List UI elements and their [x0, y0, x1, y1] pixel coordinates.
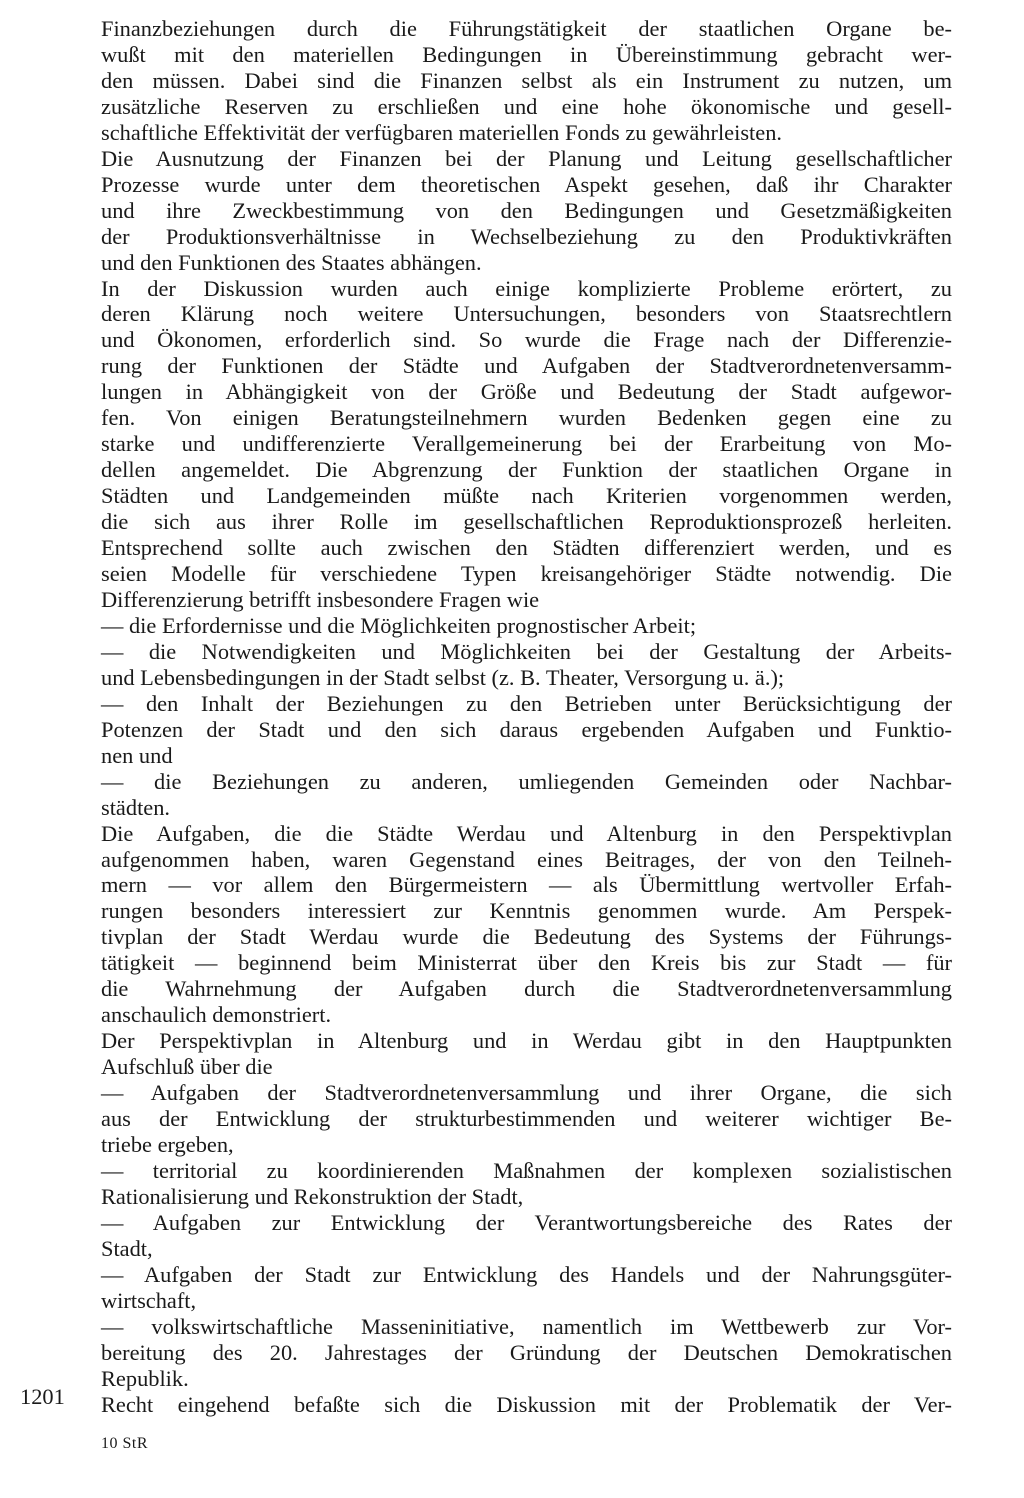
- text-line: der Produktionsverhältnisse in Wechselbeziehung zu den Produktivkräften: [101, 223, 952, 249]
- text-line: — volkswirtschaftliche Masseninitiative, namentlich im Wettbewerb zur Vor-: [101, 1313, 952, 1339]
- text-line: — territorial zu koordinierenden Maßnahmen der komplexen sozialistischen: [101, 1157, 952, 1183]
- text-line: — die Beziehungen zu anderen, umliegenden Gemeinden oder Nachbar-: [101, 768, 952, 794]
- text-line: mern — vor allem den Bürgermeistern — als Übermittlung wertvoller Erfah-: [101, 872, 952, 898]
- text-line: und den Funktionen des Staates abhängen.: [101, 249, 482, 275]
- text-line: aufgenommen haben, waren Gegenstand eines Beitrages, der von den Teilneh-: [101, 846, 952, 872]
- text-line: Die Ausnutzung der Finanzen bei der Planung und Leitung gesellschaftlicher: [101, 145, 952, 171]
- text-line: rungen besonders interessiert zur Kenntnis genommen wurde. Am Perspek-: [101, 898, 952, 924]
- text-line: lungen in Abhängigkeit von der Größe und Bedeutung der Stadt aufgewor-: [101, 379, 952, 405]
- text-line: fen. Von einigen Beratungsteilnehmern wurden Bedenken gegen eine zu: [101, 405, 952, 431]
- text-line: und Ökonomen, erforderlich sind. So wurde die Frage nach der Differenzie-: [101, 327, 952, 353]
- text-line: — Aufgaben zur Entwicklung der Verantwortungsbereiche des Rates der: [101, 1209, 952, 1235]
- text-line: Finanzbeziehungen durch die Führungstätigkeit der staatlichen Organe be-: [101, 16, 952, 41]
- text-line: — Aufgaben der Stadtverordnetenversammlung und ihrer Organe, die sich: [101, 1080, 952, 1106]
- text-line: — die Erfordernisse und die Möglichkeiten prognostischer Arbeit;: [101, 612, 697, 638]
- text-line: Städten und Landgemeinden müßte nach Kriterien vorgenommen werden,: [101, 483, 952, 509]
- text-line: Prozesse wurde unter dem theoretischen Aspekt gesehen, daß ihr Charakter: [101, 171, 952, 197]
- text-line: In der Diskussion wurden auch einige komplizierte Probleme erörtert, zu: [101, 275, 952, 301]
- text-line: Aufschluß über die: [101, 1054, 273, 1080]
- text-line: rung der Funktionen der Städte und Aufgaben der Stadtverordnetenversamm-: [101, 353, 952, 379]
- text-line: den müssen. Dabei sind die Finanzen selbst als ein Instrument zu nutzen, um: [101, 67, 952, 93]
- text-line: Die Aufgaben, die die Städte Werdau und Altenburg in den Perspektivplan: [101, 820, 952, 846]
- text-line: starke und undifferenzierte Verallgemeinerung bei der Erarbeitung von Mo-: [101, 431, 952, 457]
- text-line: Der Perspektivplan in Altenburg und in Werdau gibt in den Hauptpunkten: [101, 1028, 952, 1054]
- text-line: die sich aus ihrer Rolle im gesellschaftlichen Reproduktionsprozeß herleiten.: [101, 509, 952, 535]
- text-line: Stadt,: [101, 1235, 153, 1261]
- text-line: triebe ergeben,: [101, 1131, 234, 1157]
- text-line: und Lebensbedingungen in der Stadt selbst (z. B. Theater, Versorgung u. ä.);: [101, 664, 785, 690]
- text-line: städten.: [101, 794, 171, 820]
- text-line: Potenzen der Stadt und den sich daraus ergebenden Aufgaben und Funktio-: [101, 716, 952, 742]
- text-line: zusätzliche Reserven zu erschließen und eine hohe ökonomische und gesell-: [101, 93, 952, 119]
- text-line: tätigkeit — beginnend beim Ministerrat über den Kreis bis zur Stadt — für: [101, 950, 952, 976]
- text-line: nen und: [101, 742, 173, 768]
- text-line: — die Notwendigkeiten und Möglichkeiten bei der Gestaltung der Arbeits-: [101, 638, 952, 664]
- text-line: die Wahrnehmung der Aufgaben durch die Stadtverordnetenversammlung: [101, 976, 952, 1002]
- text-line: Entsprechend sollte auch zwischen den Städten differenziert werden, und es: [101, 535, 952, 561]
- text-line: aus der Entwicklung der strukturbestimmenden und weiterer wichtiger Be-: [101, 1106, 952, 1132]
- text-line: anschaulich demonstriert.: [101, 1002, 332, 1028]
- text-line: — Aufgaben der Stadt zur Entwicklung des Handels und der Nahrungsgüter-: [101, 1261, 952, 1287]
- text-line: Republik.: [101, 1365, 189, 1391]
- text-line: Recht eingehend befaßte sich die Diskussion mit der Problematik der Ver-: [101, 1391, 952, 1417]
- text-line: schaftliche Effektivität der verfügbaren materiellen Fonds zu gewährleisten.: [101, 119, 782, 145]
- text-line: dellen angemeldet. Die Abgrenzung der Funktion der staatlichen Organe in: [101, 457, 952, 483]
- text-line: Differenzierung betrifft insbesondere Fragen wie: [101, 586, 540, 612]
- margin-page-number: 1201: [20, 1384, 65, 1409]
- text-line: wirtschaft,: [101, 1287, 197, 1313]
- printer-signature-mark: 10 StR: [101, 1435, 149, 1452]
- text-line: bereitung des 20. Jahrestages der Gründung der Deutschen Demokratischen: [101, 1339, 952, 1365]
- text-line: und ihre Zweckbestimmung von den Bedingungen und Gesetzmäßigkeiten: [101, 197, 952, 223]
- text-line: wußt mit den materiellen Bedingungen in Übereinstimmung gebracht wer-: [101, 41, 952, 67]
- text-line: deren Klärung noch weitere Untersuchungen, besonders von Staatsrechtlern: [101, 301, 952, 327]
- text-line: Rationalisierung und Rekonstruktion der Stadt,: [101, 1183, 524, 1209]
- body-text: [101, 16, 952, 1417]
- text-line: seien Modelle für verschiedene Typen kreisangehöriger Städte notwendig. Die: [101, 561, 952, 587]
- text-line: — den Inhalt der Beziehungen zu den Betrieben unter Berücksichtigung der: [101, 690, 952, 716]
- text-line: tivplan der Stadt Werdau wurde die Bedeutung des Systems der Führungs-: [101, 924, 952, 950]
